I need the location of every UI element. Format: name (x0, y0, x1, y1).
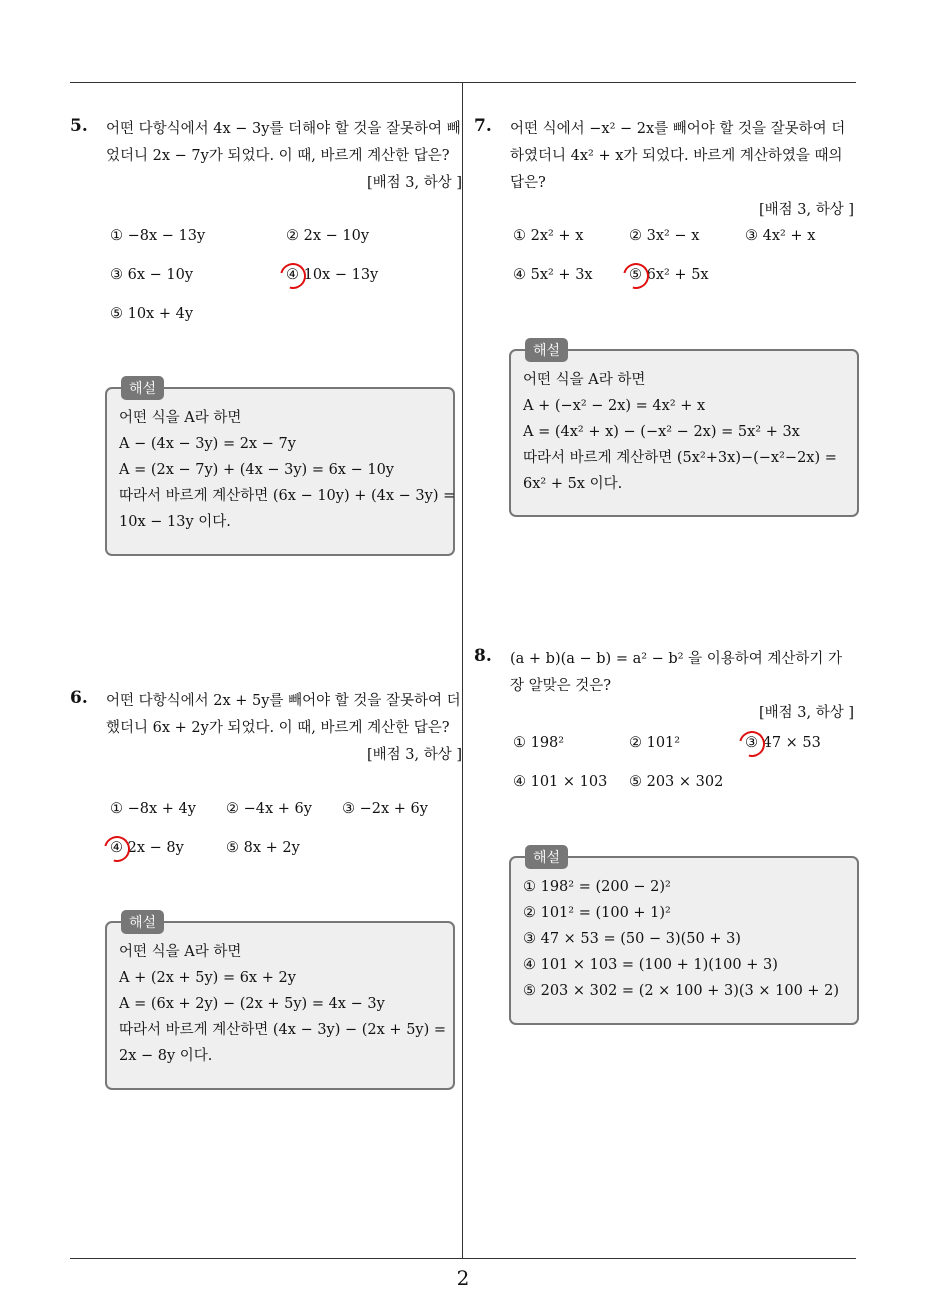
solution-line: 어떤 식을 A라 하면 (119, 410, 242, 426)
question-number: 8. (474, 646, 492, 666)
solution-tag: 해설 (121, 910, 164, 934)
question-number: 5. (70, 116, 88, 136)
score-label: [배점 3, 하상 ] (366, 175, 462, 191)
solution-box (509, 850, 859, 1025)
question-text: 어떤 다항식에서 2x + 5y를 빼어야 할 것을 잘못하여 더했더니 6x + 2y가 되었다. 이 때, 바르게 계산한 답은? [배점 3, 하상 ] (106, 688, 462, 769)
solution-tag: 해설 (525, 845, 568, 869)
option-3[interactable]: ③ 4x² + x (745, 228, 816, 244)
solution-line: A = (4x² + x) − (−x² − 2x) = 5x² + 3x (523, 424, 800, 440)
option-1[interactable]: ① −8x + 4y (110, 801, 196, 817)
option-5[interactable]: ⑤ 10x + 4y (110, 306, 194, 322)
option-4[interactable]: ④ 5x² + 3x (513, 267, 593, 283)
answer-circle (275, 258, 311, 294)
score-label: [배점 3, 하상 ] (758, 705, 854, 721)
solution-line: A − (4x − 3y) = 2x − 7y (119, 436, 296, 452)
solution-line: 어떤 식을 A라 하면 (523, 372, 646, 388)
option-2[interactable]: ② −4x + 6y (226, 801, 312, 817)
solution-line: 어떤 식을 A라 하면 (119, 944, 242, 960)
solution-line: 따라서 바르게 계산하면 (4x − 3y) − (2x + 5y) = (119, 1022, 447, 1038)
score-label: [배점 3, 하상 ] (366, 747, 462, 763)
option-1[interactable]: ① 198² (513, 735, 565, 751)
answer-circle (99, 831, 135, 867)
option-3[interactable]: ③ 6x − 10y (110, 267, 194, 283)
question-text: 어떤 식에서 −x² − 2x를 빼어야 할 것을 잘못하여 더하였더니 4x² + x가 되었다. 바르게 계산하였을 때의 답은? [배점 3, 하상 ] (510, 116, 854, 224)
option-2[interactable]: ② 101² (629, 735, 681, 751)
solution-line: ⑤ 203 × 302 = (2 × 100 + 3)(3 × 100 + 2) (523, 983, 840, 999)
question-text: (a + b)(a − b) = a² − b² 을 이용하여 계산하기 가장 알맞은 것은? [배점 3, 하상 ] (510, 646, 854, 727)
option-1[interactable]: ① −8x − 13y (110, 228, 206, 244)
option-2[interactable]: ② 2x − 10y (286, 228, 370, 244)
column-divider (462, 83, 463, 1259)
solution-line: 따라서 바르게 계산하면 (5x²+3x)−(−x²−2x) = (523, 450, 837, 466)
page-number: 2 (456, 1266, 470, 1290)
top-rule (70, 82, 856, 83)
solution-box (105, 381, 456, 556)
question-number: 7. (474, 116, 492, 136)
option-3[interactable]: ③ −2x + 6y (342, 801, 428, 817)
option-5[interactable]: ⑤ 6x² + 5x (629, 267, 709, 283)
option-3[interactable]: ③ 47 × 53 (745, 735, 821, 751)
score-label: [배점 3, 하상 ] (758, 202, 854, 218)
solution-line: ① 198² = (200 − 2)² (523, 879, 671, 895)
solution-box (509, 343, 859, 517)
option-4[interactable]: ④ 2x − 8y (110, 840, 184, 856)
solution-line: 따라서 바르게 계산하면 (6x − 10y) + (4x − 3y) = (119, 488, 456, 504)
solution-line: 6x² + 5x 이다. (523, 476, 623, 492)
solution-line: ② 101² = (100 + 1)² (523, 905, 671, 921)
solution-box (105, 915, 455, 1090)
solution-tag: 해설 (121, 376, 164, 400)
solution-line: 2x − 8y 이다. (119, 1048, 213, 1064)
option-5[interactable]: ⑤ 8x + 2y (226, 840, 300, 856)
bottom-rule (70, 1258, 856, 1259)
solution-line: A + (−x² − 2x) = 4x² + x (523, 398, 706, 414)
option-2[interactable]: ② 3x² − x (629, 228, 700, 244)
option-1[interactable]: ① 2x² + x (513, 228, 584, 244)
option-4[interactable]: ④ 101 × 103 (513, 774, 608, 790)
question-5 (70, 116, 462, 197)
solution-line: 10x − 13y 이다. (119, 514, 231, 530)
option-5[interactable]: ⑤ 203 × 302 (629, 774, 724, 790)
question-6 (70, 688, 462, 769)
solution-line: ④ 101 × 103 = (100 + 1)(100 + 3) (523, 957, 778, 973)
solution-tag: 해설 (525, 338, 568, 362)
solution-line: A + (2x + 5y) = 6x + 2y (119, 970, 296, 986)
solution-line: A = (2x − 7y) + (4x − 3y) = 6x − 10y (119, 462, 394, 478)
answer-circle (618, 258, 654, 294)
option-4[interactable]: ④ 10x − 13y (286, 267, 379, 283)
solution-line: ③ 47 × 53 = (50 − 3)(50 + 3) (523, 931, 741, 947)
question-8 (474, 646, 854, 727)
answer-circle (734, 726, 770, 762)
solution-line: A = (6x + 2y) − (2x + 5y) = 4x − 3y (119, 996, 385, 1012)
question-text: 어떤 다항식에서 4x − 3y를 더해야 할 것을 잘못하여 빼었더니 2x − 7y가 되었다. 이 때, 바르게 계산한 답은? [배점 3, 하상 ] (106, 116, 462, 197)
question-number: 6. (70, 688, 88, 708)
question-7 (474, 116, 854, 224)
